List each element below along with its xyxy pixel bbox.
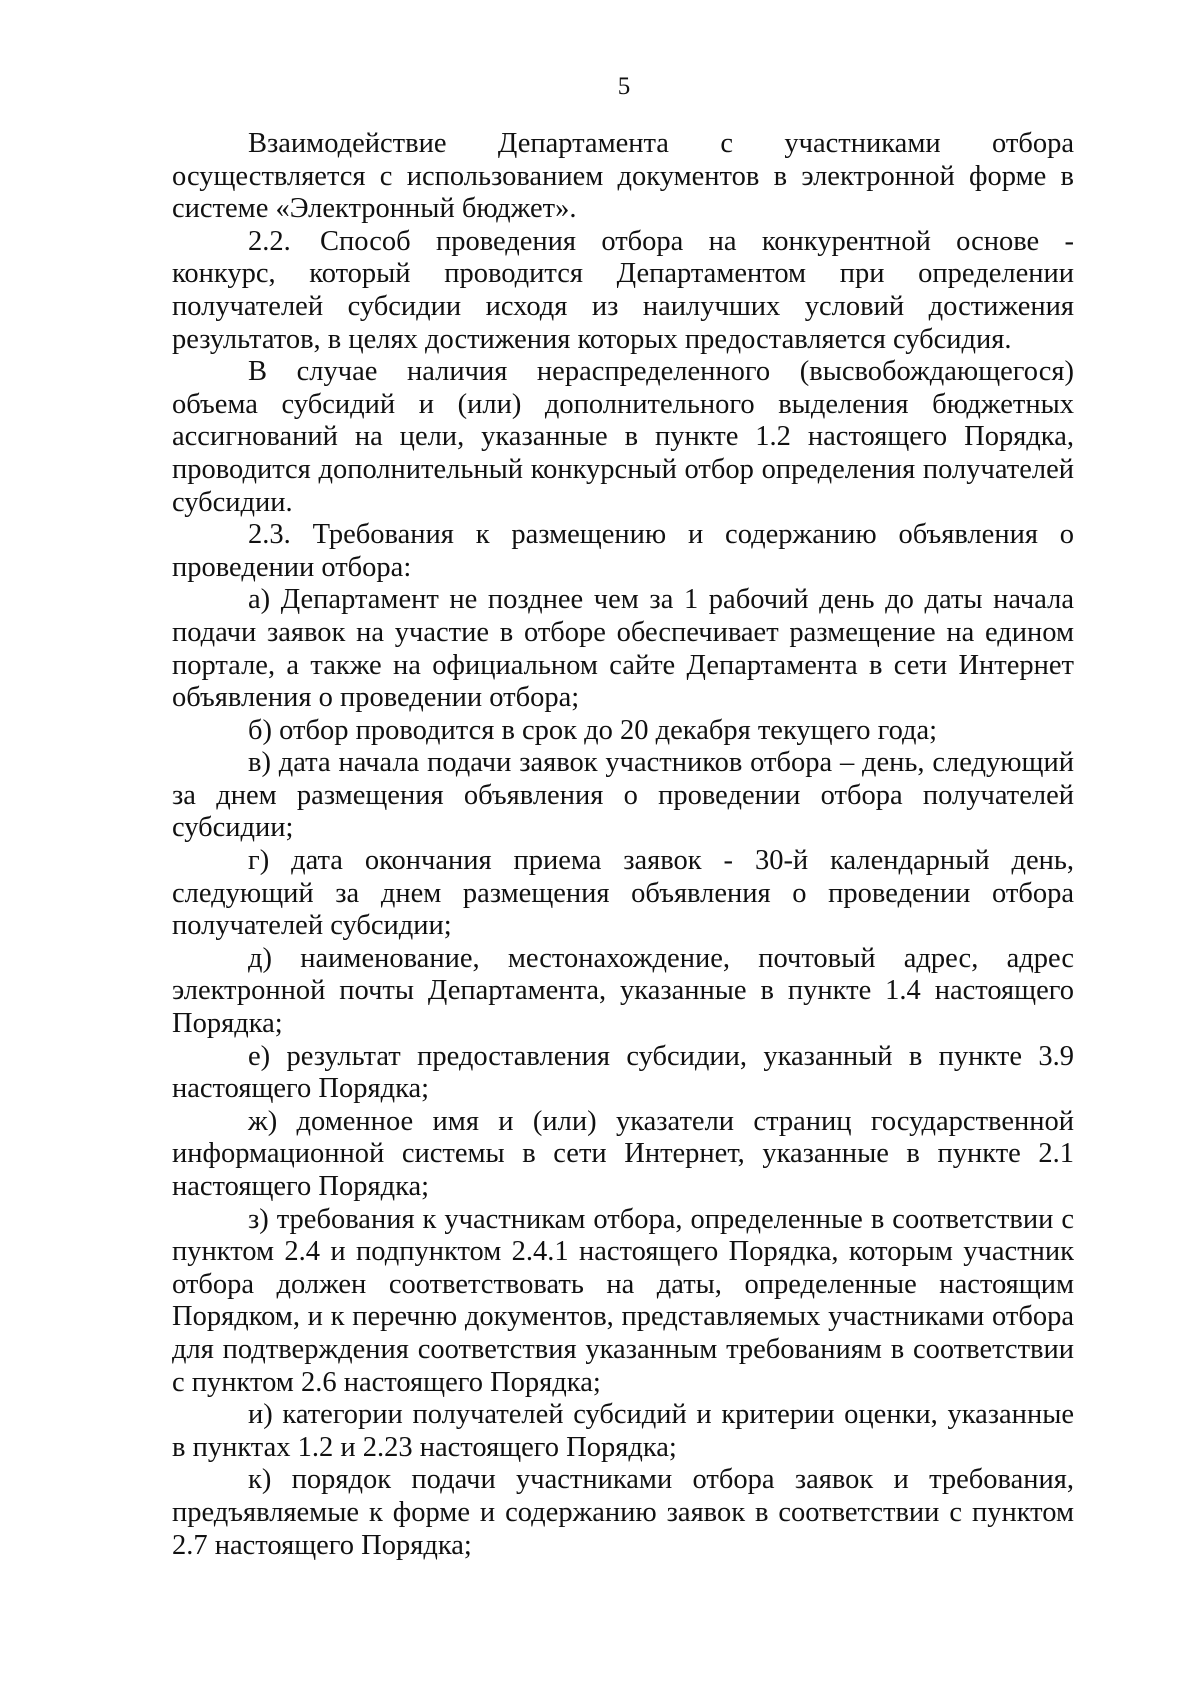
section-number-2-2: 2.2.	[248, 225, 291, 257]
document-body	[172, 128, 1074, 1562]
list-item-i: и) категории получателей субсидий и критерии оценки, указанные в пунктах 1.2 и 2.23 настоящего Порядка;	[172, 1399, 1074, 1463]
list-item-zh: ж) доменное имя и (или) указатели страниц государственной информационной системы в сети Интернет, указанные в пункте 2.1 настоящего Порядка;	[172, 1105, 1074, 1202]
list-item-z: з) требования к участникам отбора, определенные в соответствии с пунктом 2.4 и подпунктом 2.4.1 настоящего Порядка, которым участник отбора должен соответствовать на даты, определенные настоящим Порядком, и к перечню документов, представляемых участниками отбора для подтверждения соответствия указанным требованиям в соответствии с пунктом 2.6 настоящего Порядка;	[172, 1203, 1074, 1398]
page-number: 5	[617, 73, 631, 100]
list-item-v: в) дата начала подачи заявок участников отбора – день, следующий за днем размещения объявления о проведении отбора получателей субсидии;	[172, 747, 1074, 844]
list-item-k: к) порядок подачи участниками отбора заявок и требования, предъявляемые к форме и содержанию заявок в соответствии с пунктом 2.7 настоящего Порядка;	[172, 1464, 1074, 1561]
paragraph-2-3: 2.3. Требования к размещению и содержанию объявления о проведении отбора:	[172, 519, 1074, 583]
list-item-b: б) отбор проводится в срок до 20 декабря текущего года;	[248, 714, 938, 746]
paragraph-2-2	[172, 226, 1074, 356]
paragraph-interaction: Взаимодействие Департамента с участниками отбора осуществляется с использованием документов в электронной форме в системе «Электронный бюджет».	[172, 128, 1074, 225]
paragraph-2-2-text: Способ проведения отбора на конкурентной основе - конкурс, который проводится Департаментом при определении получателей субсидии исходя из наилучших условий достижения результатов, в целях достижения которых предоставляется субсидия.	[172, 225, 1074, 355]
list-item-a: а) Департамент не позднее чем за 1 рабочий день до даты начала подачи заявок на участие в отборе обеспечивает размещение на едином портале, а также на официальном сайте Департамента в сети Интернет объявления о проведении отбора;	[172, 584, 1074, 714]
paragraph-additional-selection: В случае наличия нераспределенного (высвобождающегося) объема субсидий и (или) дополнительного выделения бюджетных ассигнований на цели, указанные в пункте 1.2 настоящего Порядка, проводится дополнительный конкурсный отбор определения получателей субсидии.	[172, 356, 1074, 518]
list-item-g: г) дата окончания приема заявок - 30-й календарный день, следующий за днем размещения объявления о проведении отбора получателей субсидии;	[172, 845, 1074, 942]
list-item-e: е) результат предоставления субсидии, указанный в пункте 3.9 настоящего Порядка;	[172, 1040, 1074, 1105]
list-item-d: д) наименование, местонахождение, почтовый адрес, адрес электронной почты Департамента, указанные в пункте 1.4 настоящего Порядка;	[172, 942, 1074, 1040]
